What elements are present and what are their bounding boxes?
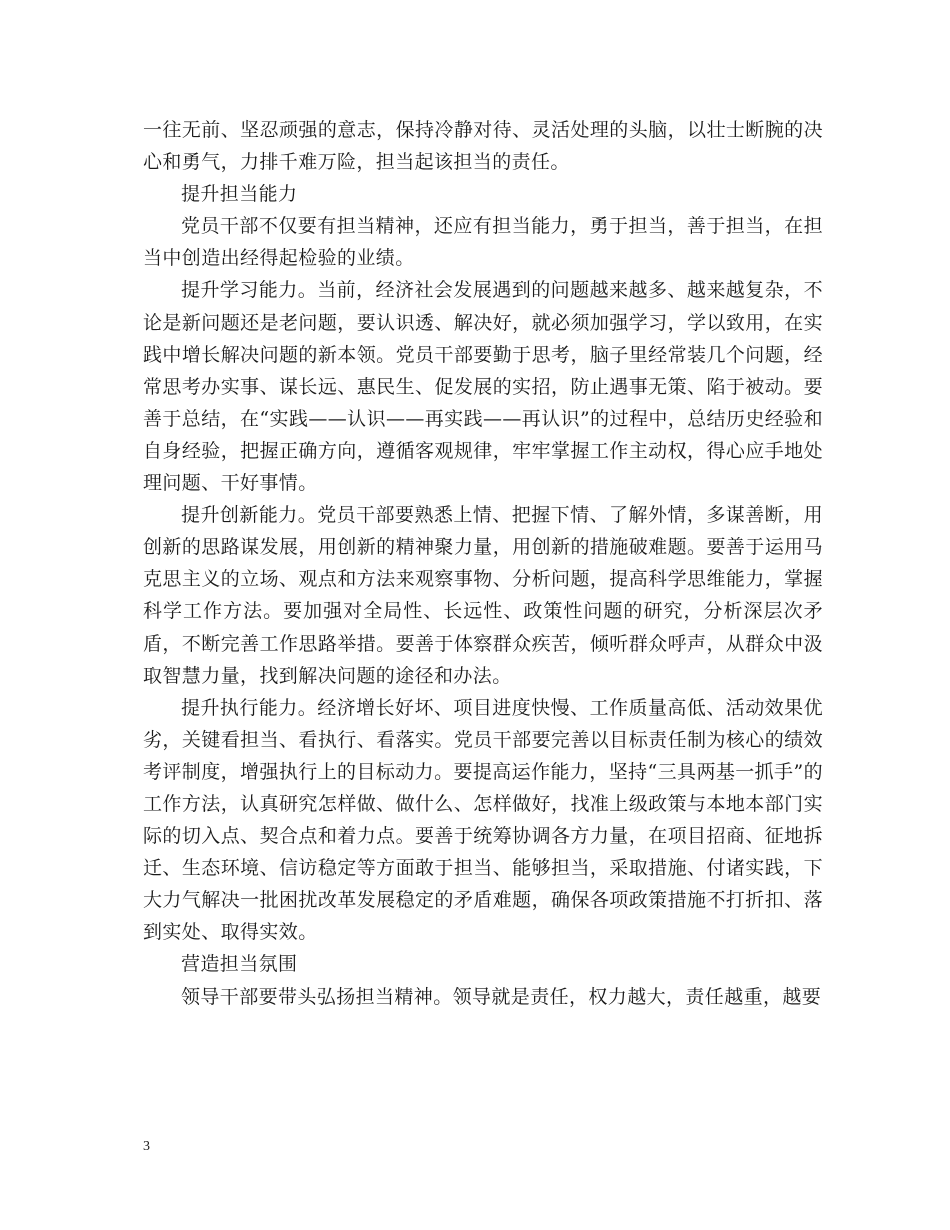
paragraph-continued: 一往无前、坚忍顽强的意志，保持冷静对待、灵活处理的头脑，以壮士断腕的决心和勇气，力排千难万险，担当起该担当的责任。 bbox=[143, 119, 823, 174]
document-body bbox=[143, 114, 823, 1013]
page-number: 3 bbox=[143, 1139, 150, 1154]
paragraph-leadership: 领导干部要带头弘扬担当精神。领导就是责任，权力越大，责任越重，越要 bbox=[181, 985, 822, 1008]
paragraph-innovation: 提升创新能力。党员干部要熟悉上情、把握下情、了解外情，多谋善断，用创新的思路谋发展，用创新的精神聚力量，用创新的措施破难题。要善于运用马克思主义的立场、观点和方法来观察事物、分析问题，提高科学思维能力，掌握科学工作方法。要加强对全局性、长远性、政策性问题的研究，分析深层次矛盾，不断完善工作思路举措。要善于体察群众疾苦，倾听群众呼声，从群众中汲取智慧力量，找到解决问题的途径和办法。 bbox=[143, 504, 823, 687]
paragraph: 党员干部不仅要有担当精神，还应有担当能力，勇于担当，善于担当，在担当中创造出经得起检验的业绩。 bbox=[143, 215, 823, 270]
paragraph-learning: 提升学习能力。当前，经济社会发展遇到的问题越来越多、越来越复杂，不论是新问题还是老问题，要认识透、解决好，就必须加强学习，学以致用，在实践中增长解决问题的新本领。党员干部要勤于思考，脑子里经常装几个问题，经常思考办实事、谋长远、惠民生、促发展的实招，防止遇事无策、陷于被动。要善于总结，在“实践——认识——再实践——再认识”的过程中，总结历史经验和自身经验，把握正确方向，遵循客观规律，牢牢掌握工作主动权，得心应手地处理问题、干好事情。 bbox=[143, 279, 823, 495]
section-heading-ability: 提升担当能力 bbox=[181, 183, 298, 206]
section-heading-atmosphere: 营造担当氛围 bbox=[181, 953, 298, 976]
paragraph-execution: 提升执行能力。经济增长好坏、项目进度快慢、工作质量高低、活动效果优劣，关键看担当、看执行、看落实。党员干部要完善以目标责任制为核心的绩效考评制度，增强执行上的目标动力。要提高运作能力，坚持“三具两基一抓手”的工作方法，认真研究怎样做、做什么、怎样做好，找准上级政策与本地本部门实际的切入点、契合点和着力点。要善于统筹协调各方力量，在项目招商、征地拆迁、生态环境、信访稳定等方面敢于担当、能够担当，采取措施、付诸实践，下大力气解决一批困扰改革发展稳定的矛盾难题，确保各项政策措施不打折扣、落到实处、取得实效。 bbox=[143, 696, 823, 944]
